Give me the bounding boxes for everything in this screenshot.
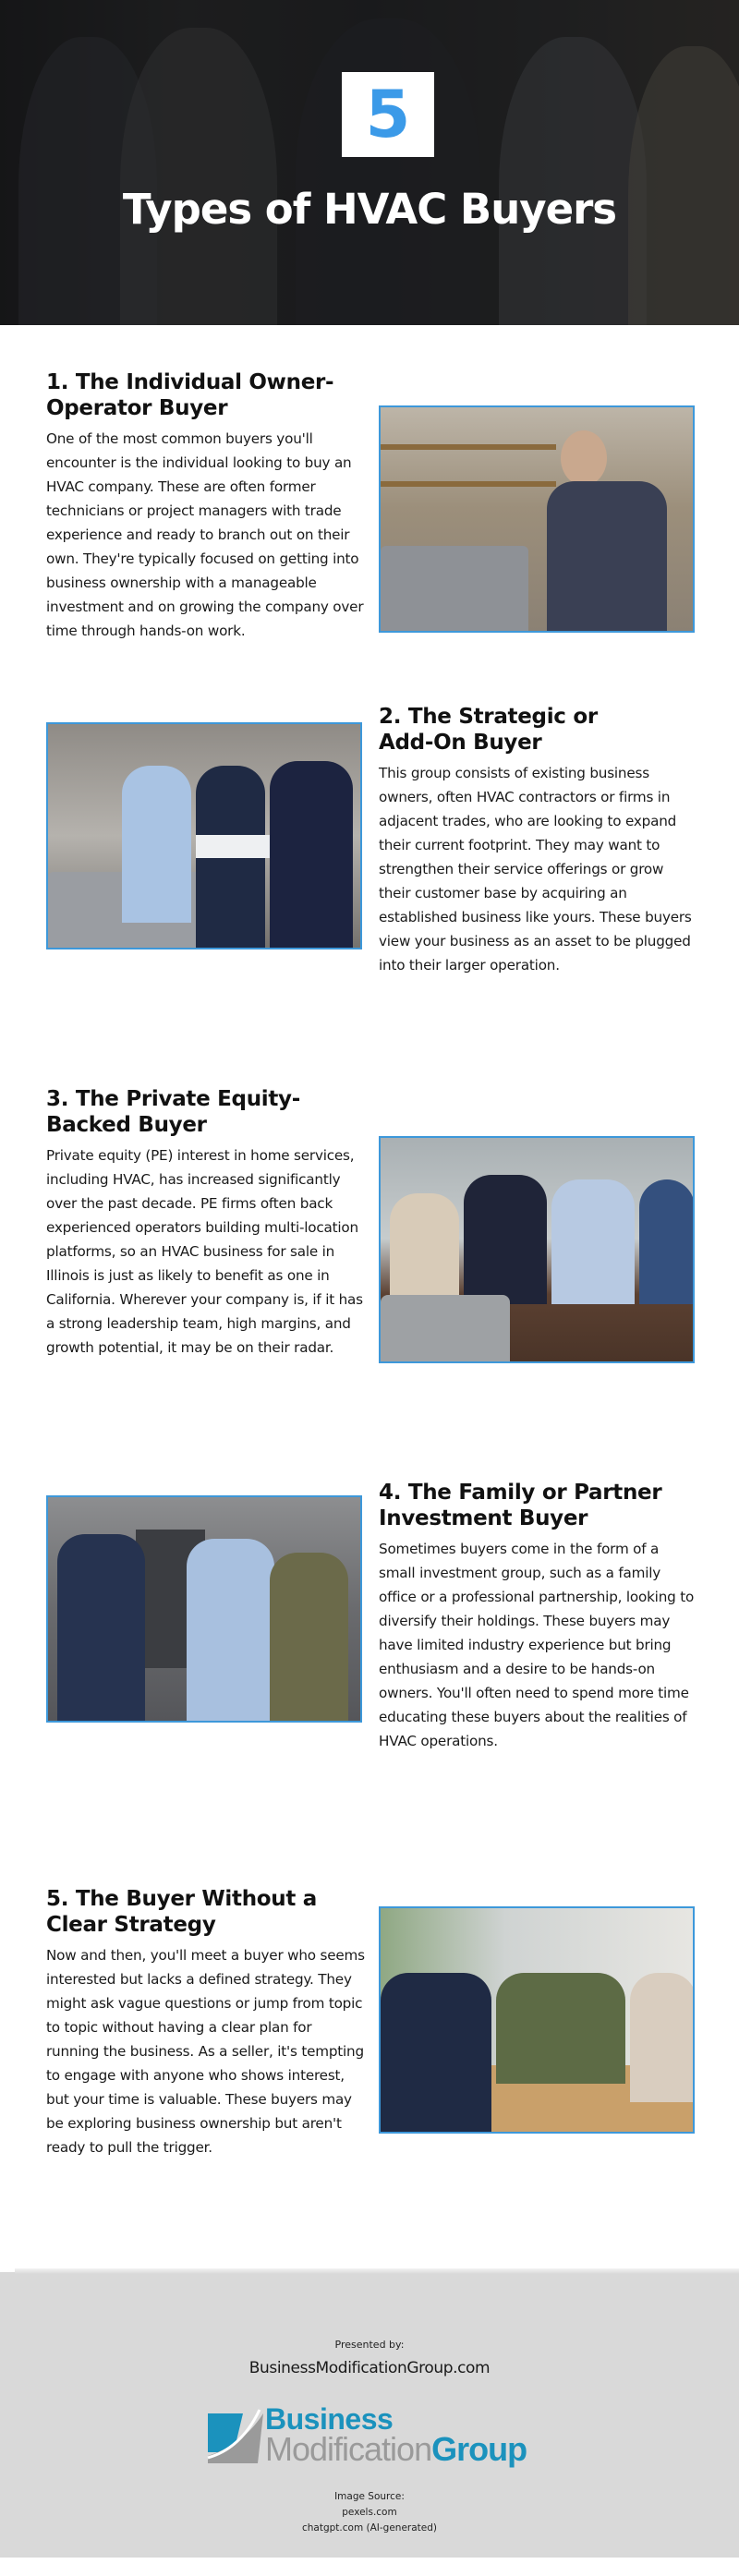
buyer-section-3 xyxy=(0,1064,739,1480)
image-sources xyxy=(0,2489,739,2536)
section-title-line: 1. The Individual Owner- xyxy=(46,370,334,394)
section-text xyxy=(46,369,365,643)
section-body: One of the most common buyers you'll encounter is the individual looking to buy an HVAC company. These are often former technicians or project managers with trade experience and ready to branch out on their own. They're typically focused on getting into business ownership with a manageable investment and on growing the company over time through hands-on work. xyxy=(46,430,364,639)
buyer-section-2 xyxy=(0,704,739,1064)
company-logo xyxy=(206,2402,539,2471)
section-photo-technician xyxy=(379,405,695,633)
section-body: Now and then, you'll meet a buyer who seems interested but lacks a defined strategy. They might ask vague questions or jump from topic to topic without having a clear plan for running the business. As a seller, it's tempting to engage with anyone who shows interest, but your time is valuable. These buyers may be exploring business ownership but aren't ready to pull the trigger. xyxy=(46,1947,365,2156)
buyer-section-1 xyxy=(0,325,739,704)
section-title-line: Clear Strategy xyxy=(46,1913,216,1937)
logo-word-business: Business xyxy=(265,2402,394,2436)
hero-banner xyxy=(0,0,739,325)
presented-by-label: Presented by: xyxy=(334,2339,405,2351)
logo-word-group: Group xyxy=(431,2430,527,2468)
logo-word-modification: Modification xyxy=(265,2430,432,2468)
section-title-line: Backed Buyer xyxy=(46,1113,207,1137)
buyer-section-5 xyxy=(0,1868,739,2272)
number-badge xyxy=(342,72,434,157)
website-link[interactable]: BusinessModificationGroup.com xyxy=(248,2359,491,2377)
section-photo-confused-buyer xyxy=(379,1906,695,2134)
number-badge-text: 5 xyxy=(365,77,411,152)
buyer-section-4 xyxy=(0,1480,739,1868)
section-photo-team-review xyxy=(46,722,362,949)
footer xyxy=(0,2272,739,2558)
section-body: Private equity (PE) interest in home services, including HVAC, has increased significantly over the past decade. PE firms often back experienced operators building multi-location platforms, so an HVAC business for sale in Illinois is just as likely to benefit as one in California. Wherever your company is, if it has a strong leadership team, high margins, and growth potential, it may be on their radar. xyxy=(46,1147,363,1356)
logo-mark-icon xyxy=(206,2408,263,2465)
footer-edge xyxy=(15,2268,739,2274)
section-title-line: 2. The Strategic or xyxy=(379,705,598,729)
section-title-line: Add-On Buyer xyxy=(379,731,542,755)
page-title: Types of HVAC Buyers xyxy=(122,185,617,234)
section-text xyxy=(379,1480,697,1753)
section-title xyxy=(46,369,365,421)
section-body: Sometimes buyers come in the form of a small investment group, such as a family office or a professional partnership, looking to diversify their holdings. These buyers may have limited industry experience but bring enthusiasm and a desire to be hands-on owners. You'll often need to spend more time educating these buyers about the realities of HVAC operations. xyxy=(379,1541,695,1749)
section-text xyxy=(46,1086,365,1360)
section-title-line: Investment Buyer xyxy=(379,1506,588,1530)
section-photo-furnace xyxy=(46,1495,362,1723)
section-body: This group consists of existing business owners, often HVAC contractors or firms in adjacent trades, who are looking to expand their current footprint. They may want to strengthen their service offerings or grow their customer base by acquiring an established business like yours. These buyers view your business as an asset to be plugged into their larger operation. xyxy=(379,765,692,974)
image-source-2: chatgpt.com (AI-generated) xyxy=(301,2522,438,2534)
section-title xyxy=(379,1480,697,1531)
section-photo-meeting xyxy=(379,1136,695,1363)
section-title xyxy=(46,1086,365,1138)
section-title-line: 3. The Private Equity- xyxy=(46,1087,300,1111)
hero-overlay xyxy=(0,0,739,325)
section-text xyxy=(46,1886,365,2159)
section-text xyxy=(379,704,697,977)
image-source-1: pexels.com xyxy=(342,2507,397,2518)
logo-word-modification-group xyxy=(265,2430,527,2469)
section-title xyxy=(379,704,697,756)
section-title xyxy=(46,1886,365,1938)
section-title-line: 5. The Buyer Without a xyxy=(46,1887,317,1911)
image-source-label: Image Source: xyxy=(334,2491,405,2502)
section-title-line: 4. The Family or Partner xyxy=(379,1481,662,1505)
section-title-line: Operator Buyer xyxy=(46,396,228,420)
